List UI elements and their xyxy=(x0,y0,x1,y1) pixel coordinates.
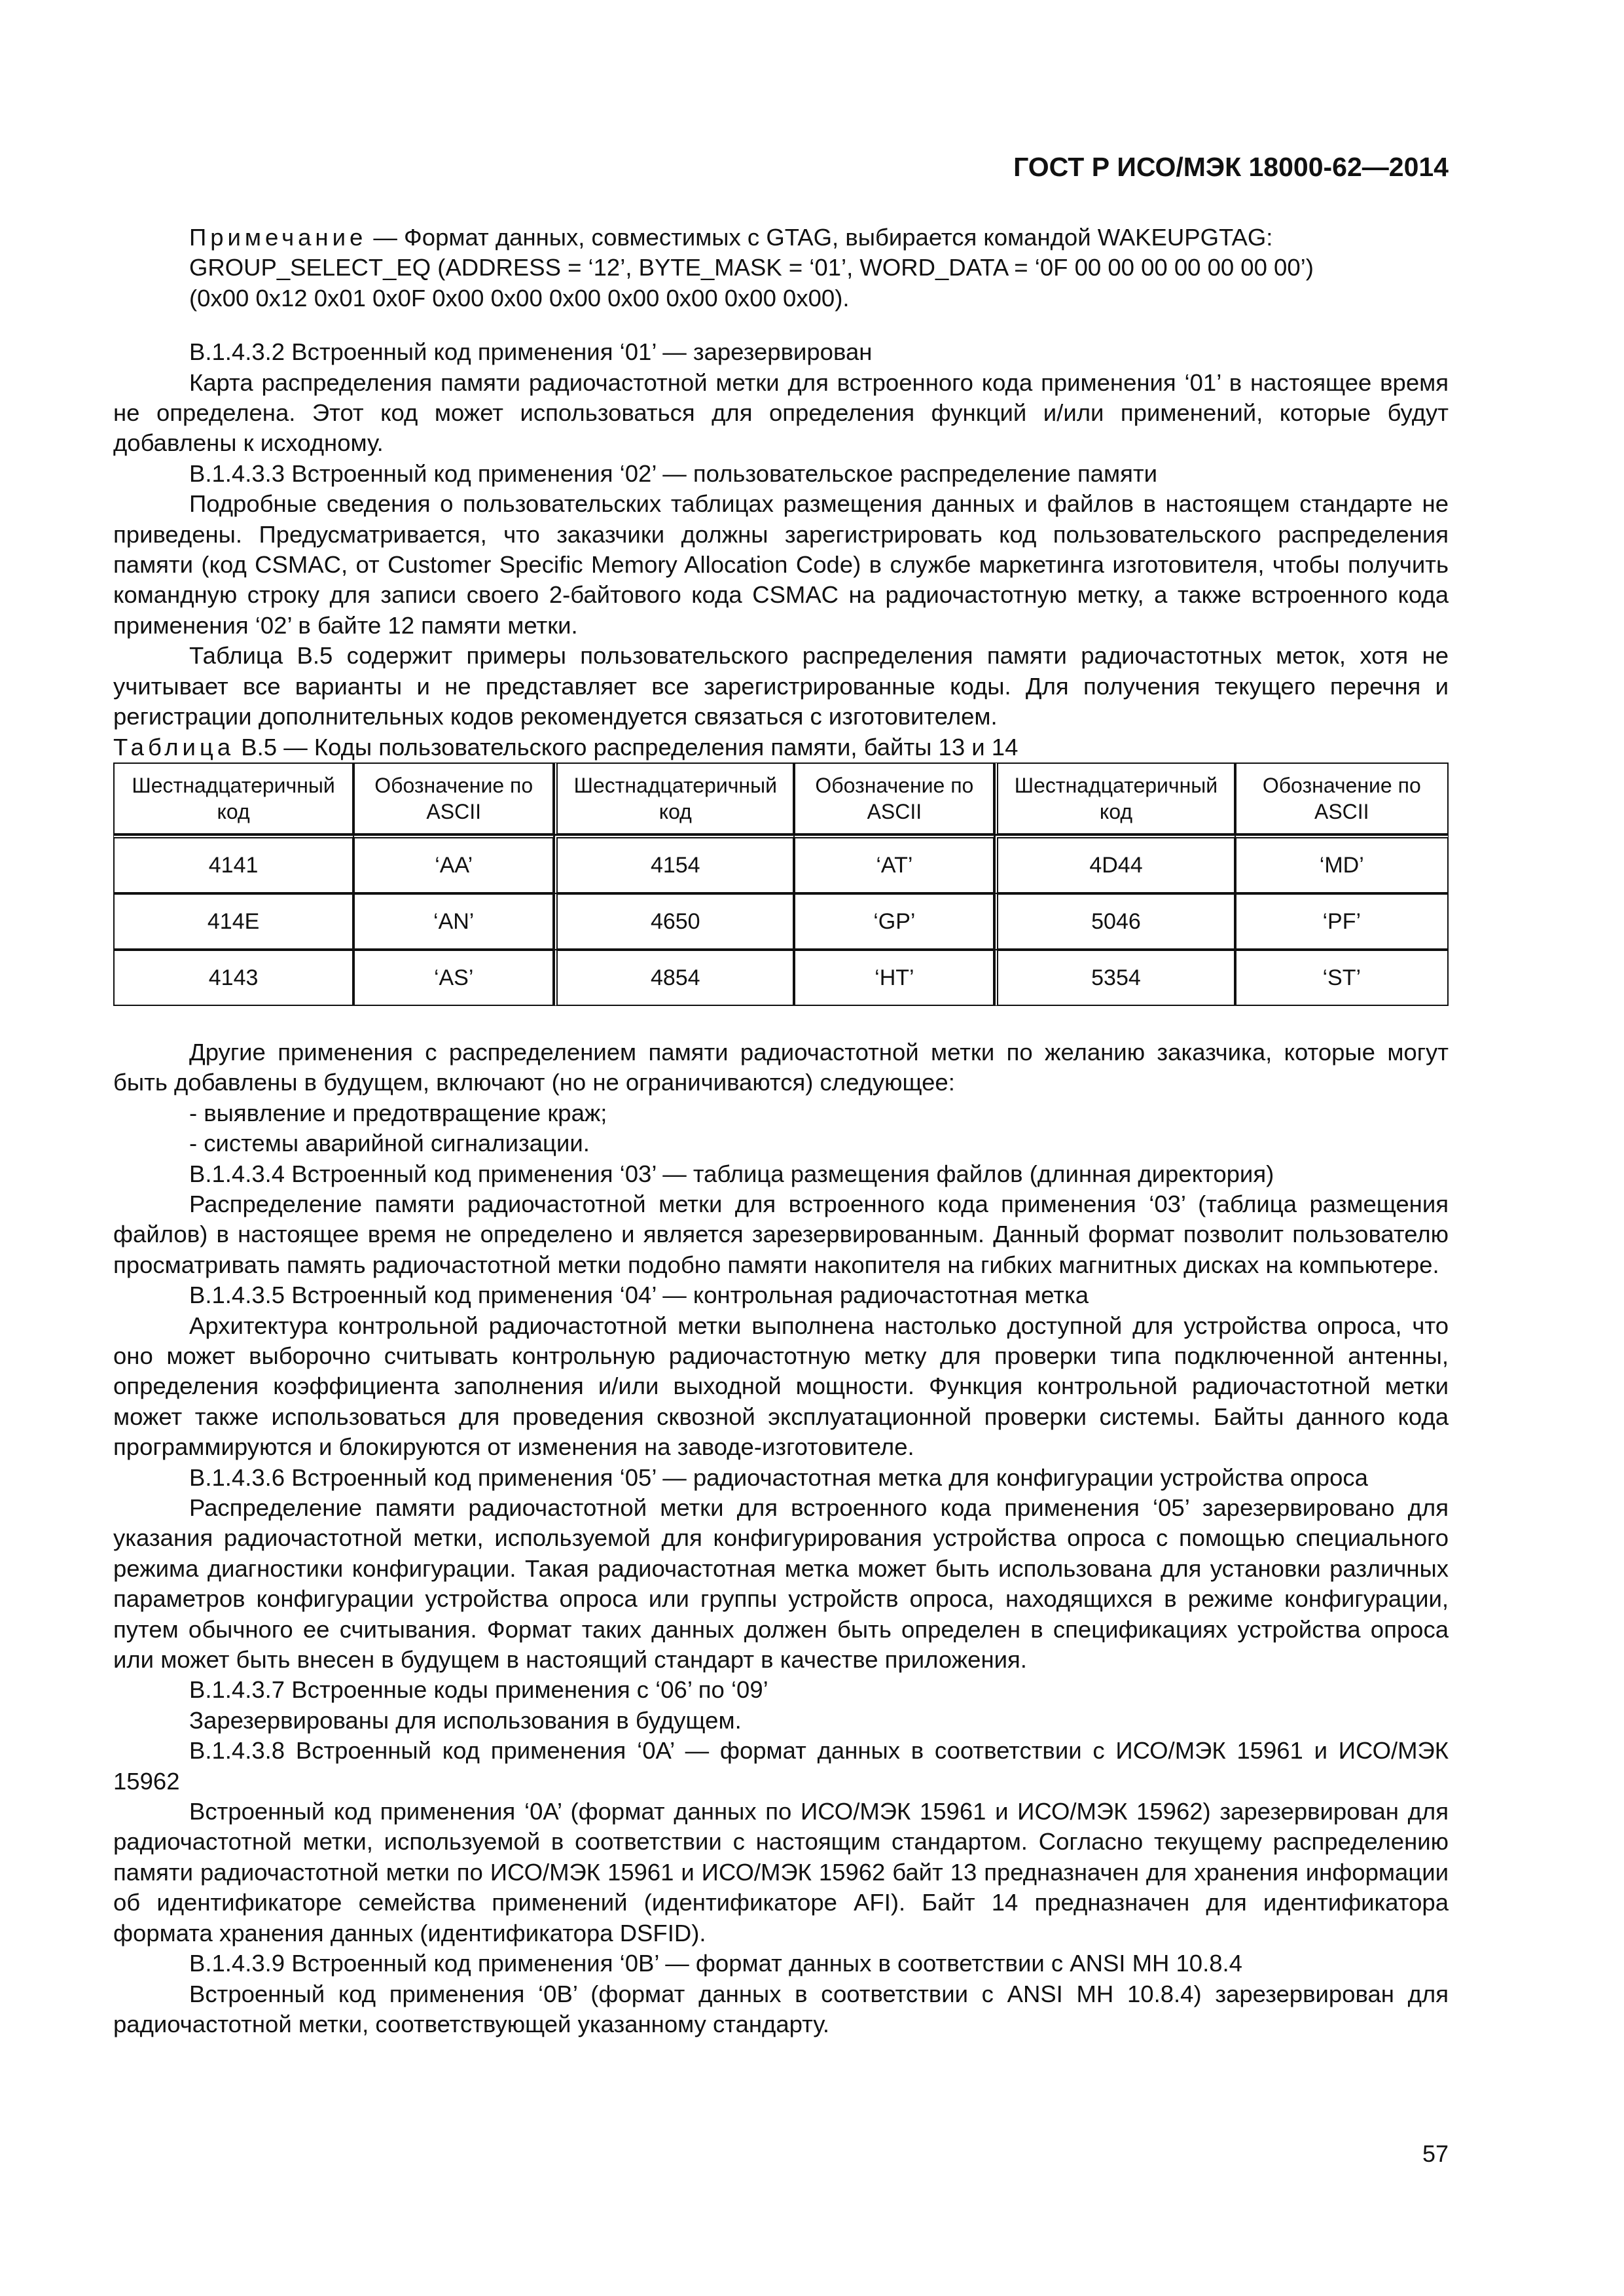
paragraph: Встроенный код применения ‘0A’ (формат данных по ИСО/МЭК 15961 и ИСО/МЭК 15962) зарезервирован для радиочастотной метки, используемой в соответствии с настоящим стандартом. Согласно текущему распределению памяти радиочастотной метки по ИСО/МЭК 15961 и ИСО/МЭК 15962 байт 13 предназначен для хранения информации об идентификаторе семейства применений (идентификаторе AFI). Байт 14 предназначен для идентификатора формата хранения данных (идентификатора DSFID). xyxy=(113,1798,1449,1946)
paragraph: Зарезервированы для использования в будущем. xyxy=(189,1706,742,1734)
table-cell: ‘ST’ xyxy=(1235,950,1449,1006)
table-cell: ‘MD’ xyxy=(1235,834,1449,893)
paragraph: Таблица B.5 содержит примеры пользовательского распределения памяти радиочастотных меток, хотя не учитывает все варианты и не представляет все зарегистрированные коды. Для получения текущего перечня и регистрации дополнительных кодов рекомендуется связаться с изготовителем. xyxy=(113,642,1449,730)
table-cell: 4D44 xyxy=(994,834,1235,893)
page-content xyxy=(113,223,1449,2039)
table-cell: ‘AS’ xyxy=(353,950,554,1006)
list-item: - системы аварийной сигнализации. xyxy=(189,1130,590,1157)
table-cell: ‘GP’ xyxy=(794,893,994,950)
paragraph: Распределение памяти радиочастотной метки для встроенного кода применения ‘05’ зарезервировано для указания радиочастотной метки, используемой для конфигурирования устройства опроса с помощью специального режима диагностики конфигурации. Такая радиочастотная метка может быть использована для установки различных параметров конфигурации устройства опроса или группы устройств опроса, находящихся в режиме конфигурации, путем обычного ее считывания. Формат таких данных должен быть определен в спецификациях устройства опроса или может быть внесен в будущем в настоящий стандарт в качестве приложения. xyxy=(113,1494,1449,1674)
table-cell: ‘AN’ xyxy=(353,893,554,950)
heading-b1435: B.1.4.3.5 Встроенный код применения ‘04’ — контрольная радиочастотная метка xyxy=(189,1282,1089,1309)
table-cell: 4854 xyxy=(554,950,794,1006)
table-cell: 4154 xyxy=(554,834,794,893)
paragraph: Карта распределения памяти радиочастотной метки для встроенного кода применения ‘01’ в настоящее время не определена. Этот код может использоваться для определения функций и/или применений, которые будут добавлены к исходному. xyxy=(113,368,1449,457)
table-cell: 414E xyxy=(113,893,353,950)
header-hex-code: Шестнадцатеричный код xyxy=(554,762,794,834)
header-ascii: Обозначение по ASCII xyxy=(1235,762,1449,834)
table-cell: 4141 xyxy=(113,834,353,893)
table-row xyxy=(113,893,1449,950)
header-ascii: Обозначение по ASCII xyxy=(794,762,994,834)
header-hex-code: Шестнадцатеричный код xyxy=(113,762,353,834)
note-line-2: GROUP_SELECT_EQ (ADDRESS = ‘12’, BYTE_MASK = ‘01’, WORD_DATA = ‘0F 00 00 00 00 00 00 00’) xyxy=(189,254,1314,281)
body-after-table xyxy=(113,1037,1449,2039)
heading-b1432: B.1.4.3.2 Встроенный код применения ‘01’ — зарезервирован xyxy=(189,338,873,366)
header-hex-code: Шестнадцатеричный код xyxy=(994,762,1235,834)
table-cell: 5046 xyxy=(994,893,1235,950)
paragraph: Архитектура контрольной радиочастотной метки выполнена настолько доступной для устройства опроса, что оно может выборочно считывать контрольную радиочастотную метку для проверки типа подключенной антенны, определения коэффициента заполнения и/или выходной мощности. Функция контрольной радиочастотной метки может также использоваться для проведения сквозной эксплуатационной проверки системы. Байты данного кода программируются и блокируются от изменения на заводе-изготовителе. xyxy=(113,1312,1449,1461)
table-cell: ‘AA’ xyxy=(353,834,554,893)
codes-table xyxy=(113,762,1449,1006)
table-cell: ‘HT’ xyxy=(794,950,994,1006)
paragraph: Встроенный код применения ‘0B’ (формат данных в соответствии с ANSI MH 10.8.4) зарезервирован для радиочастотной метки, соответствующей указанному стандарту. xyxy=(113,1980,1449,2037)
heading-b1438: B.1.4.3.8 Встроенный код применения ‘0A’ — формат данных в соответствии с ИСО/МЭК 15961 и ИСО/МЭК 15962 xyxy=(113,1737,1449,1795)
page-number: 57 xyxy=(1422,2140,1449,2167)
note-block xyxy=(113,223,1449,314)
paragraph: Подробные сведения о пользовательских таблицах размещения данных и файлов в настоящем стандарте не приведены. Предусматривается, что заказчики должны зарегистрировать код пользовательского распределения памяти (код CSMAC, от Customer Specific Memory Allocation Code) в службе маркетинга изготовителя, чтобы получить командную строку для записи своего 2-байтового кода CSMAC на радиочастотную метку, а также встроенного кода применения ‘02’ в байте 12 памяти метки. xyxy=(113,490,1449,639)
standard-header: ГОСТ Р ИСО/МЭК 18000-62—2014 xyxy=(1013,152,1449,182)
table-row xyxy=(113,834,1449,893)
heading-b1437: B.1.4.3.7 Встроенные коды применения с ‘06’ по ‘09’ xyxy=(189,1676,768,1704)
table-title-text: B.5 — Коды пользовательского распределения памяти, байты 13 и 14 xyxy=(234,733,1019,761)
table-label: Таблица xyxy=(113,733,235,761)
table-row xyxy=(113,950,1449,1006)
note-line-1: — Формат данных, совместимых с GTAG, выбирается командой WAKEUPGTAG: xyxy=(367,224,1273,251)
table-cell: ‘AT’ xyxy=(794,834,994,893)
heading-b1436: B.1.4.3.6 Встроенный код применения ‘05’ — радиочастотная метка для конфигурации устройства опроса xyxy=(189,1463,1368,1491)
table-cell: ‘PF’ xyxy=(1235,893,1449,950)
list-item: - выявление и предотвращение краж; xyxy=(189,1099,607,1126)
heading-b1434: B.1.4.3.4 Встроенный код применения ‘03’ — таблица размещения файлов (длинная директория) xyxy=(189,1160,1274,1187)
heading-b1433: B.1.4.3.3 Встроенный код применения ‘02’ — пользовательское распределение памяти xyxy=(189,459,1158,487)
paragraph: Распределение памяти радиочастотной метки для встроенного кода применения ‘03’ (таблица размещения файлов) в настоящее время не определено и является зарезервированным. Данный формат позволит пользователю просматривать память радиочастотной метки подобно памяти накопителя на гибких магнитных дисках на компьютере. xyxy=(113,1190,1449,1278)
table-cell: 4650 xyxy=(554,893,794,950)
paragraph: Другие применения с распределением памяти радиочастотной метки по желанию заказчика, которые могут быть добавлены в будущем, включают (но не ограничиваются) следующее: xyxy=(113,1038,1449,1096)
heading-b1439: B.1.4.3.9 Встроенный код применения ‘0B’ — формат данных в соответствии с ANSI MH 10.8.4 xyxy=(189,1950,1242,1977)
note-label: Примечание xyxy=(189,224,367,251)
table-title xyxy=(113,732,1449,762)
table-header-row xyxy=(113,762,1449,834)
table-cell: 5354 xyxy=(994,950,1235,1006)
table-cell: 4143 xyxy=(113,950,353,1006)
note-line-3: (0x00 0x12 0x01 0x0F 0x00 0x00 0x00 0x00 0x00 0x00 0x00). xyxy=(189,284,850,312)
header-ascii: Обозначение по ASCII xyxy=(353,762,554,834)
